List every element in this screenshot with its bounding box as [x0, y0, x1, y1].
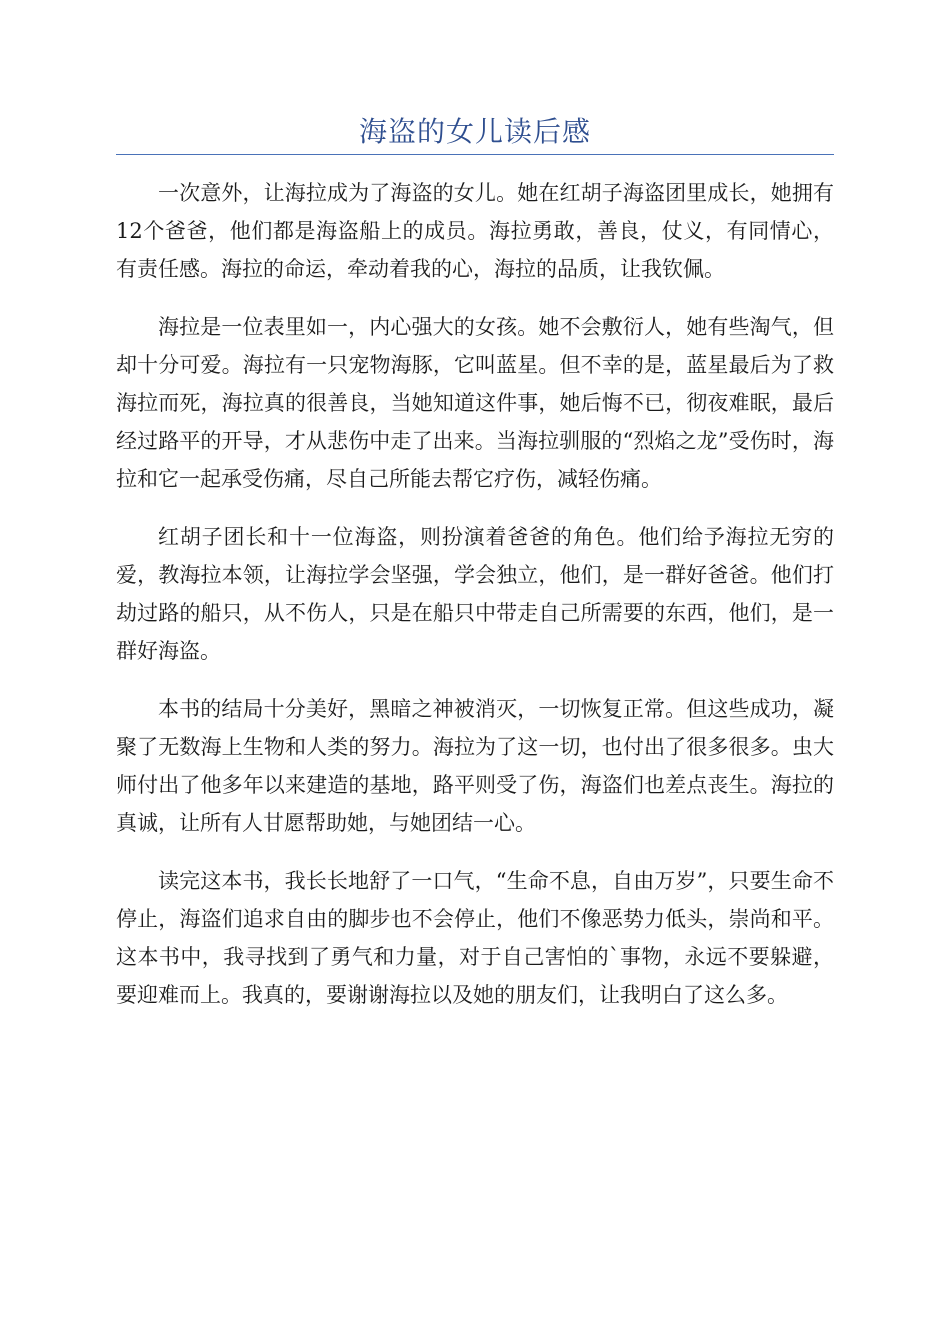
paragraph-1: 一次意外，让海拉成为了海盗的女儿。她在红胡子海盗团里成长，她拥有12个爸爸，他们都是海盗船上的成员。海拉勇敢，善良，仗义，有同情心，有责任感。海拉的命运，牵动着我的心，海拉的品质，让我钦佩。	[116, 181, 834, 281]
paragraph-2: 海拉是一位表里如一，内心强大的女孩。她不会敷衍人，她有些淘气，但却十分可爱。海拉有一只宠物海豚，它叫蓝星。但不幸的是，蓝星最后为了救海拉而死，海拉真的很善良，当她知道这件事，她后悔不已，彻夜难眠，最后经过路平的开导，才从悲伤中走了出来。当海拉驯服的“烈焰之龙”受伤时，海拉和它一起承受伤痛，尽自己所能去帮它疗伤，减轻伤痛。	[116, 315, 834, 491]
document-title: 海盗的女儿读后感	[358, 115, 591, 148]
document-body	[116, 174, 834, 1034]
paragraph-3: 红胡子团长和十一位海盗，则扮演着爸爸的角色。他们给予海拉无穷的爱，教海拉本领，让海拉学会坚强，学会独立，他们，是一群好爸爸。他们打劫过路的船只，从不伤人，只是在船只中带走自己所需要的东西，他们，是一群好海盗。	[116, 525, 834, 663]
paragraph-4: 本书的结局十分美好，黑暗之神被消灭，一切恢复正常。但这些成功，凝聚了无数海上生物和人类的努力。海拉为了这一切，也付出了很多很多。虫大师付出了他多年以来建造的基地，路平则受了伤，海盗们也差点丧生。海拉的真诚，让所有人甘愿帮助她，与她团结一心。	[116, 697, 834, 835]
title-underline	[116, 154, 834, 155]
paragraph-5: 读完这本书，我长长地舒了一口气，“生命不息，自由万岁”，只要生命不停止，海盗们追求自由的脚步也不会停止，他们不像恶势力低头，崇尚和平。这本书中，我寻找到了勇气和力量，对于自己害怕的`事物，永远不要躲避，要迎难而上。我真的，要谢谢海拉以及她的朋友们，让我明白了这么多。	[116, 869, 834, 1007]
